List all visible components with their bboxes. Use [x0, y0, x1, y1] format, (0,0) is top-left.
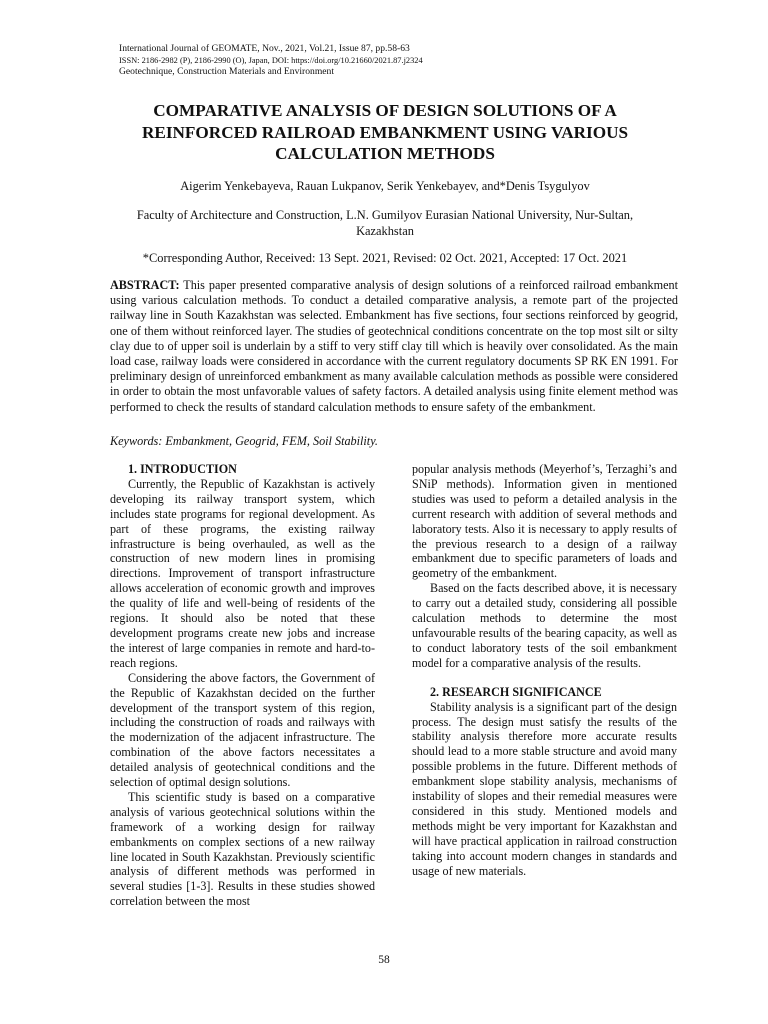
page-number: 58	[378, 954, 390, 966]
intro-paragraph-1: Currently, the Republic of Kazakhstan is actively developing its railway transport system, which includes state programs for regional development. As part of these programs, the existing railway infrastructure is being overhauled, as well as the construction of new modern lines in promising directions. Improvement of transport infrastructure allows acceleration of economic growth and improves the quality of life and well-being of residents of the regions. It should also be noted that these development programs create new jobs and increase the interest of large companies in remote and hard-to-reach regions.	[110, 476, 375, 670]
corresponding-author-dates: *Corresponding Author, Received: 13 Sept. 2021, Revised: 02 Oct. 2021, Accepted: 17 Oct. 2021	[142, 251, 628, 265]
journal-citation: International Journal of GEOMATE, Nov., 2021, Vol.21, Issue 87, pp.58-63	[119, 43, 410, 54]
running-header	[119, 43, 679, 78]
subject-area: Geotechnique, Construction Materials and Environment	[119, 66, 335, 77]
keywords: Keywords: Embankment, Geogrid, FEM, Soil Stability.	[110, 434, 378, 448]
author-list: Aigerim Yenkebayeva, Rauan Lukpanov, Serik Yenkebayev, and*Denis Tsygulyov	[180, 179, 590, 193]
research-significance-heading: 2. RESEARCH SIGNIFICANCE	[430, 684, 602, 699]
right-column	[412, 462, 677, 878]
paper-title: COMPARATIVE ANALYSIS OF DESIGN SOLUTIONS OF A REINFORCED RAILROAD EMBANKMENT USING VARIOUS CALCULATION METHODS	[141, 101, 629, 163]
affiliation: Faculty of Architecture and Construction, L.N. Gumilyov Eurasian National University, Nur-Sultan, Kazakhstan	[136, 208, 634, 238]
significance-paragraph-1: Stability analysis is a significant part of the design process. The design must satisfy the results of the stability analysis therefore more accurate results should lead to a more stable structure and avoid many possible problems in the future. Different methods of embankment slope stability analysis, mechanisms of instability of slopes and their remedial measures were considered in this study. Mentioned models and methods might be very important for Kazakhstan and will have practical application in railroad construction taking into account modern changes in standards and usage of new materials.	[412, 699, 677, 878]
left-column	[110, 462, 375, 909]
section-spacer	[412, 671, 677, 685]
intro-paragraph-3: This scientific study is based on a comparative analysis of various geotechnical solutions within the framework of a working design for railway embankments on complex sections of a new railway line located in South Kazakhstan. Previously scientific analysis of different methods was performed in several studies [1-3]. Results in these studies showed correlation between the most	[110, 789, 375, 909]
abstract-text: This paper presented comparative analysis of design solutions of a reinforced railroad embankment using various calculation methods. To conduct a detailed comparative analysis, a remote part of the projected railway line in South Kazakhstan was selected. Embankment has five sections, four sections reinforced by geogrid, one of them without reinforced layer. The studies of geotechnical conditions concentrate on the top most silt or silty clay due to of upper soil is underlain by a stiff to very stiff clay till which is heavily over consolidated. As the main load case, railway loads were considered in accordance with the current regulatory documents SP RK EN 1991. For preliminary design of unreinforced embankment as many available calculation methods as possible were considered in order to obtain the most unfavorable values of safety factors. A detailed analysis using finite element method was performed to check the results of standard calculation methods to ensure safety of the embankment.	[110, 278, 678, 414]
intro-paragraph-5: Based on the facts described above, it is necessary to carry out a detailed study, considering all possible calculation methods to determine the most unfavourable results of the bearing capacity, as well as to conduct laboratory tests of the soil embankment model for a comparative analysis of the results.	[412, 581, 677, 670]
introduction-heading: 1. INTRODUCTION	[128, 462, 237, 476]
intro-paragraph-2: Considering the above factors, the Government of the Republic of Kazakhstan decided on the further development of the transport system of this region, including the construction of roads and railways with the modernization of the adjacent infrastructure. The combination of the above factors necessitates a detailed analysis of geotechnical conditions and the selection of optimal design solutions.	[110, 670, 375, 790]
abstract	[110, 278, 678, 415]
abstract-label: ABSTRACT:	[110, 278, 180, 292]
issn-doi: ISSN: 2186-2982 (P), 2186-2990 (O), Japan, DOI: https://doi.org/10.21660/2021.87.j2324	[119, 55, 423, 65]
intro-paragraph-4: popular analysis methods (Meyerhof’s, Terzaghi’s and SNiP methods). Information given in mentioned studies was used to peform a detailed analysis in the current research with addition of several methods and laboratory tests. Also it is necessary to apply results of the previous research to a design of a railway embankment due to specific parameters of loads and geometry of the embankment.	[412, 462, 677, 581]
